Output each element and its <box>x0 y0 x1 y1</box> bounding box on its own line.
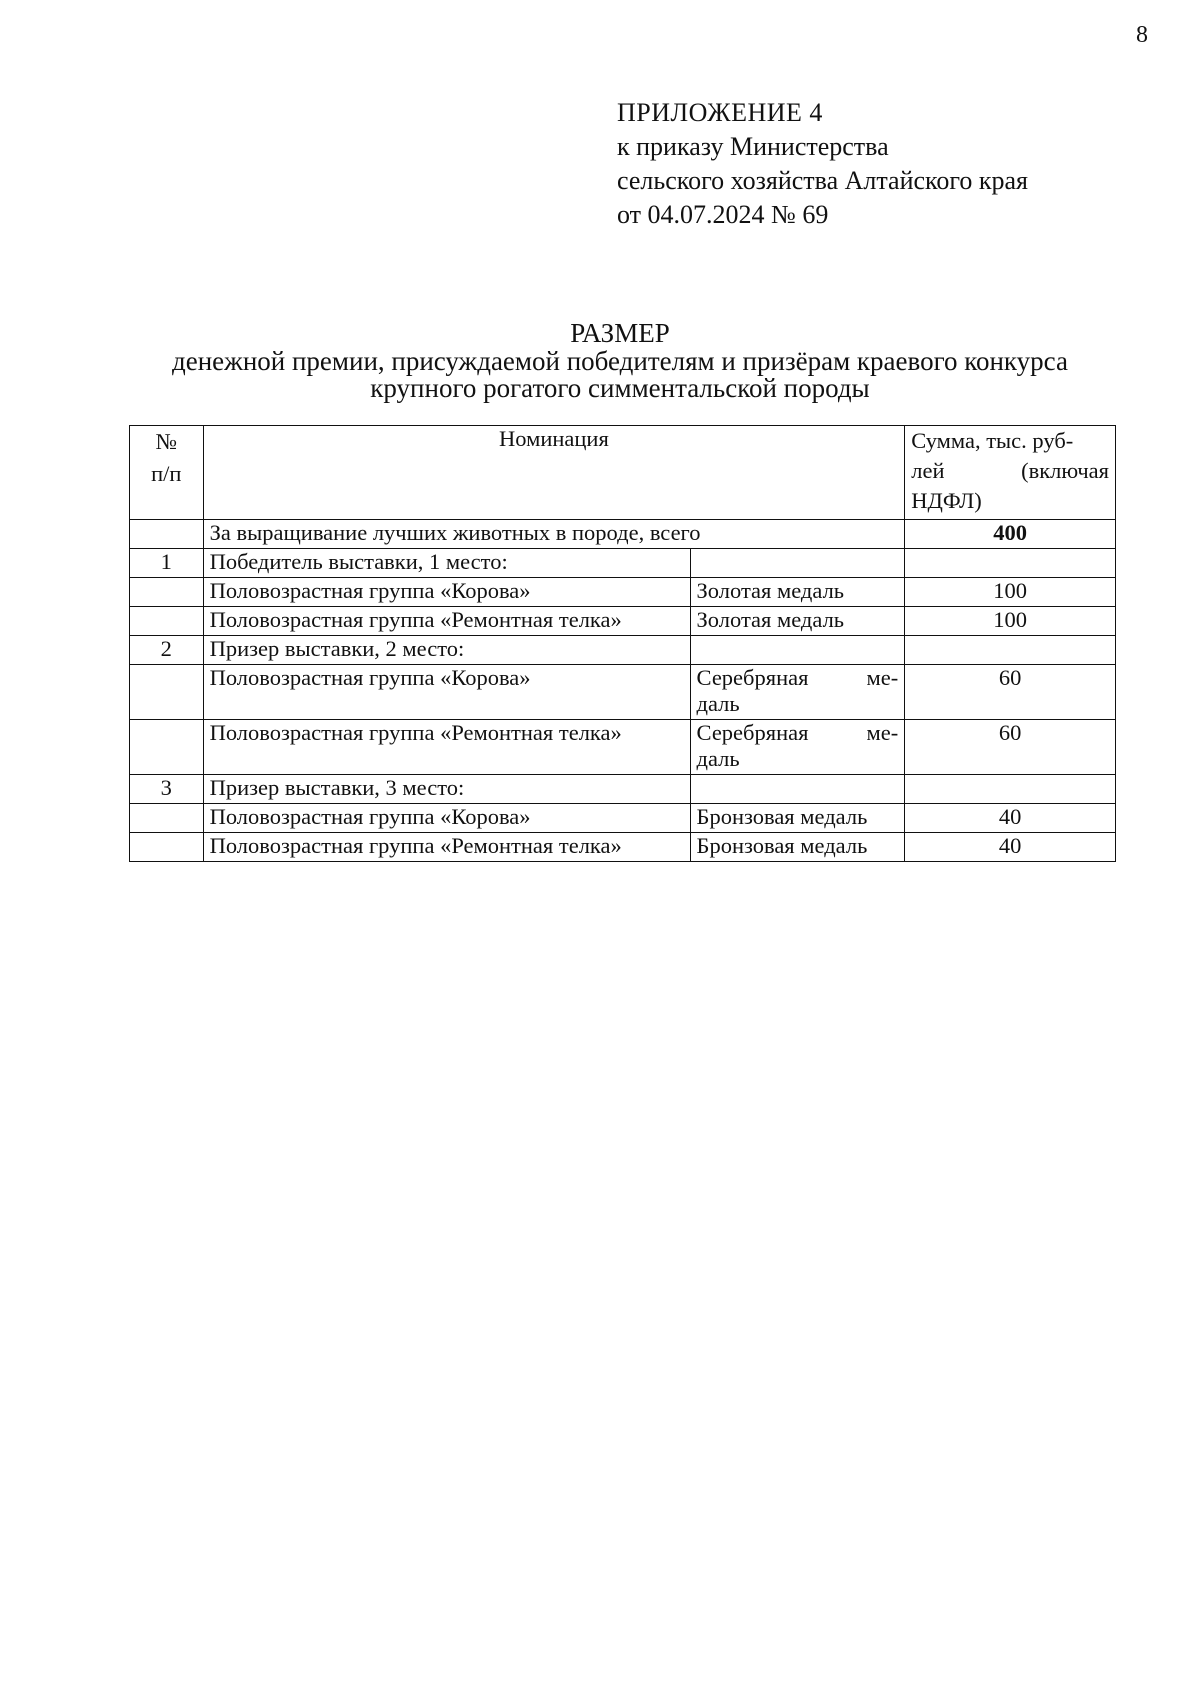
medal-word: Серебряная <box>696 720 809 745</box>
medal-line-2: даль <box>696 746 740 771</box>
header-number-symbol: № <box>155 429 178 454</box>
number-cell <box>130 720 204 775</box>
nomination-cell: Половозрастная группа «Ремонтная телка» <box>203 607 690 636</box>
header-number-cell <box>130 426 204 520</box>
medal-cell: Золотая медаль <box>690 607 905 636</box>
header-sum-line-1: Сумма, тыс. руб- <box>911 428 1074 453</box>
sum-cell: 40 <box>905 833 1116 862</box>
table-row <box>130 833 1116 862</box>
header-number-abbr: п/п <box>151 461 182 486</box>
group-number: 3 <box>130 775 204 804</box>
medal-line-1 <box>697 665 899 691</box>
nomination-cell: Половозрастная группа «Ремонтная телка» <box>203 833 690 862</box>
medal-hyphen-part: ме- <box>866 665 899 690</box>
nomination-cell: Половозрастная группа «Корова» <box>203 665 690 720</box>
header-sum-cell <box>905 426 1116 520</box>
page-number: 8 <box>1136 22 1148 48</box>
header-sum-line-2 <box>911 456 1109 486</box>
medal-cell: Бронзовая медаль <box>690 804 905 833</box>
appendix-block <box>617 96 1028 232</box>
award-table <box>129 425 1116 862</box>
medal-cell: Бронзовая медаль <box>690 833 905 862</box>
appendix-heading: ПРИЛОЖЕНИЕ 4 <box>617 98 823 127</box>
medal-word: Серебряная <box>696 665 809 690</box>
sum-cell <box>905 775 1116 804</box>
sum-cell: 100 <box>905 578 1116 607</box>
medal-cell <box>690 720 905 775</box>
sum-cell: 100 <box>905 607 1116 636</box>
appendix-line-2: сельского хозяйства Алтайского края <box>617 166 1029 195</box>
medal-line-2: даль <box>696 691 740 716</box>
table-row <box>130 607 1116 636</box>
medal-cell <box>690 549 905 578</box>
sum-cell: 40 <box>905 804 1116 833</box>
number-cell <box>130 804 204 833</box>
medal-cell: Золотая медаль <box>690 578 905 607</box>
table-total-row <box>130 520 1116 549</box>
group-title-row <box>130 636 1116 665</box>
title-main: РАЗМЕР <box>570 318 670 348</box>
group-title: Призер выставки, 2 место: <box>203 636 690 665</box>
sum-cell <box>905 636 1116 665</box>
sum-cell <box>905 549 1116 578</box>
total-label: За выращивание лучших животных в породе, всего <box>203 520 905 549</box>
sum-cell: 60 <box>905 720 1116 775</box>
total-sum: 400 <box>905 520 1116 549</box>
group-number: 1 <box>130 549 204 578</box>
header-sum-word-a: лей <box>911 458 945 483</box>
number-cell <box>130 578 204 607</box>
table-row <box>130 720 1116 775</box>
document-title <box>120 318 1120 402</box>
header-nomination: Номинация <box>203 426 905 520</box>
medal-cell <box>690 636 905 665</box>
medal-hyphen-part: ме- <box>866 720 899 745</box>
number-cell <box>130 665 204 720</box>
table-row <box>130 804 1116 833</box>
table-header-row <box>130 426 1116 520</box>
group-number: 2 <box>130 636 204 665</box>
number-cell <box>130 833 204 862</box>
group-title-row <box>130 775 1116 804</box>
table-row <box>130 578 1116 607</box>
nomination-cell: Половозрастная группа «Ремонтная телка» <box>203 720 690 775</box>
appendix-line-1: к приказу Министерства <box>617 132 889 161</box>
total-number-cell <box>130 520 204 549</box>
title-subtitle-2: крупного рогатого симментальской породы <box>370 373 870 403</box>
sum-cell: 60 <box>905 665 1116 720</box>
group-title: Призер выставки, 3 место: <box>203 775 690 804</box>
nomination-cell: Половозрастная группа «Корова» <box>203 804 690 833</box>
nomination-cell: Половозрастная группа «Корова» <box>203 578 690 607</box>
header-sum-line-3: НДФЛ) <box>911 488 982 513</box>
medal-cell <box>690 775 905 804</box>
appendix-line-3: от 04.07.2024 № 69 <box>617 200 829 229</box>
header-sum-word-b: (включая <box>1021 458 1109 483</box>
medal-line-1 <box>697 720 899 746</box>
table-row <box>130 665 1116 720</box>
medal-cell <box>690 665 905 720</box>
group-title-row <box>130 549 1116 578</box>
title-subtitle-1: денежной премии, присуждаемой победителям и призёрам краевого конкурса <box>172 346 1068 376</box>
number-cell <box>130 607 204 636</box>
group-title: Победитель выставки, 1 место: <box>203 549 690 578</box>
